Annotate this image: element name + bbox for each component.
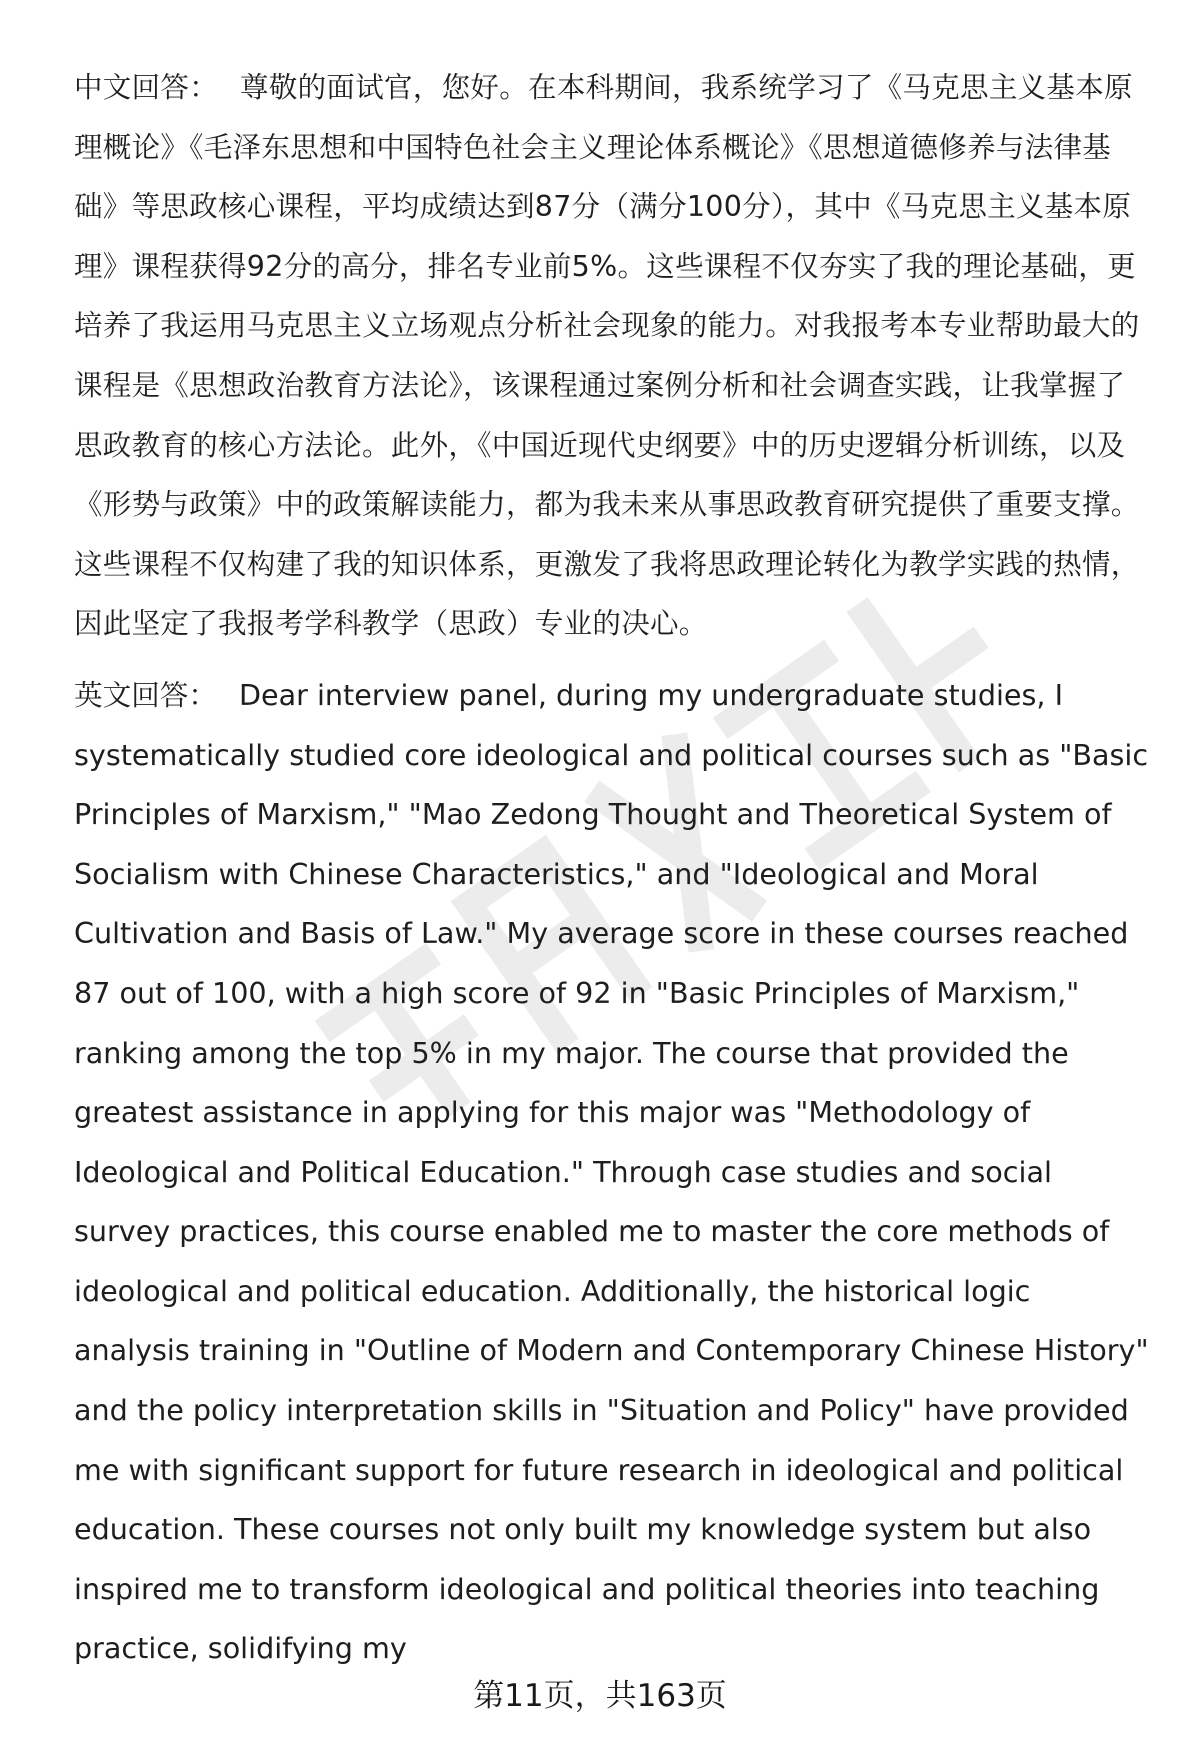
english-answer-label: 英文回答： bbox=[74, 677, 217, 712]
chinese-answer-label: 中文回答： bbox=[74, 71, 219, 104]
english-answer-paragraph bbox=[74, 666, 1154, 1679]
document-body bbox=[74, 58, 1154, 1679]
page-number-footer: 第11页，共163页 bbox=[473, 1678, 727, 1714]
chinese-answer-text: 尊敬的面试官，您好。在本科期间，我系统学习了《马克思主义基本原理概论》《毛泽东思想和中国特色社会主义理论体系概论》《思想道德修养与法律基础》等思政核心课程，平均成绩达到87分（满分100分），其中《马克思主义基本原理》课程获得92分的高分，排名专业前5%。这些课程不仅夯实了我的理论基础，更培养了我运用马克思主义立场观点分析社会现象的能力。对我报考本专业帮助最大的课程是《思想政治教育方法论》，该课程通过案例分析和社会调查实践，让我掌握了思政教育的核心方法论。此外，《中国近现代史纲要》中的历史逻辑分析训练，以及《形势与政策》中的政策解读能力，都为我未来从事思政教育研究提供了重要支撑。这些课程不仅构建了我的知识体系，更激发了我将思政理论转化为教学实践的热情，因此坚定了我报考学科教学（思政）专业的决心。 bbox=[74, 71, 1140, 641]
chinese-answer-paragraph bbox=[74, 58, 1154, 654]
english-answer-text: Dear interview panel, during my undergraduate studies, I systematically studied core ideological and political courses such as "Basic Principles of Marxism," "Mao Zedong Thought and Theoretical System of Socialism with Chinese Characteristics," and "Ideological and Moral Cultivation and Basis of Law." My average score in these courses reached 87 out of 100, with a high score of 92 in "Basic Principles of Marxism," ranking among the top 5% in my major. The course that provided the greatest assistance in applying for this major was "Methodology of Ideological and Political Education." Through case studies and social survey practices, this course enabled me to master the core methods of ideological and political education. Additionally, the historical logic analysis training in "Outline of Modern and Contemporary Chinese History" and the policy interpretation skills in "Situation and Policy" have provided me with significant support for future research in ideological and political education. These courses not only built my knowledge system but also inspired me to transform ideological and political theories into teaching practice, solidifying my bbox=[74, 677, 1149, 1666]
